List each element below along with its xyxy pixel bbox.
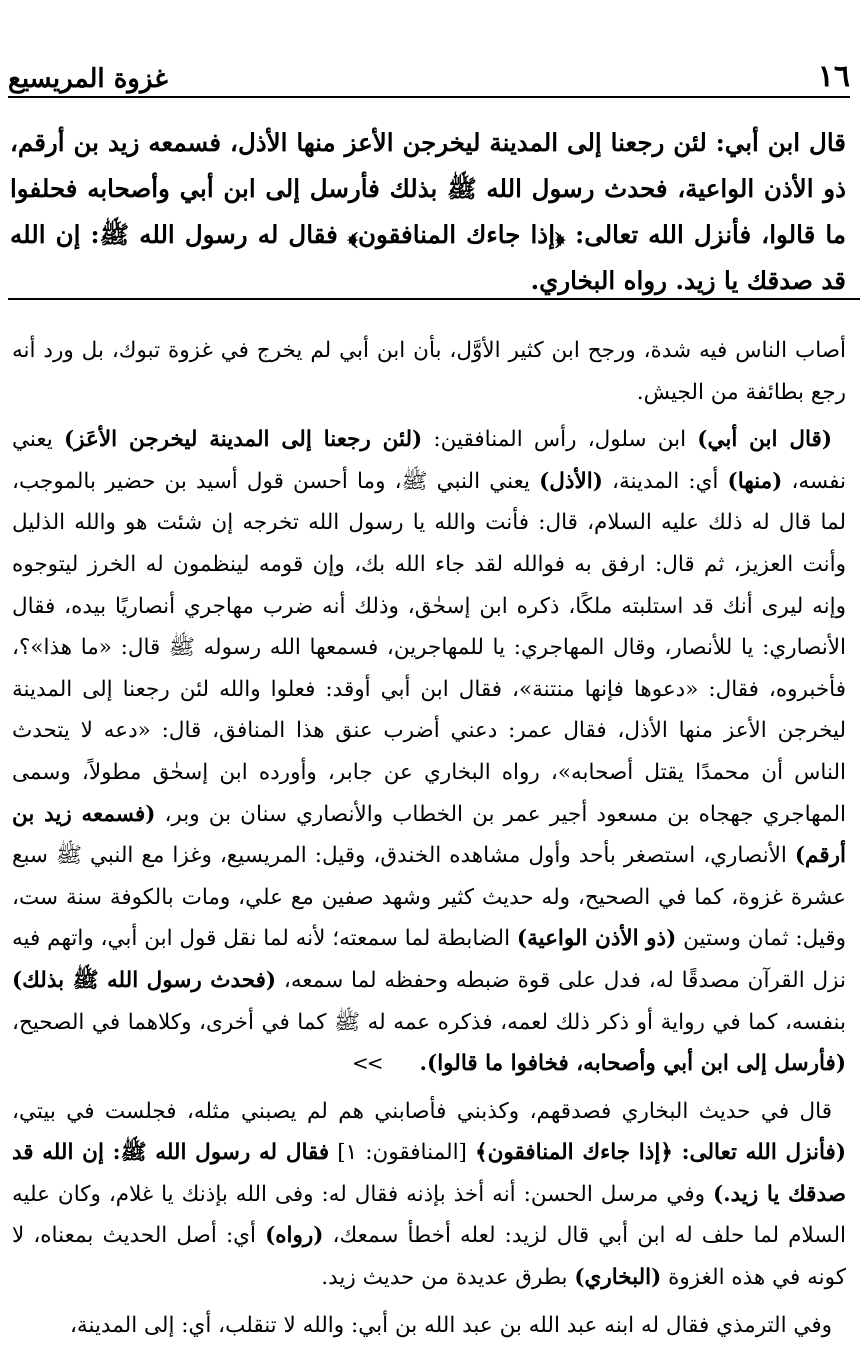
quoted-phrase: (فأنزل الله تعالى: ﴿إذا جاءك المنافقون﴾ [475, 1140, 847, 1166]
commentary-paragraph-2 [12, 419, 846, 1085]
quoted-phrase: (قال ابن أبي) [697, 427, 832, 453]
commentary-text: الأنصاري، استصغر بأحد وأول مشاهده الخندق، وقيل: المريسيع، وغزا مع النبي ﷺ سبع عشرة غزوة، كما في الصحيح، وله حديث كثير وشهد صفين مع علي، ومات بالكوفة سنة ست، وقيل: ثمان وستين [12, 843, 846, 952]
commentary [12, 330, 846, 1352]
handwritten-arrow-mark: >> [352, 1051, 382, 1076]
quoted-phrase: (البخاري) [574, 1265, 662, 1291]
verse-reference: [المنافقون: ١] [329, 1140, 476, 1166]
page-number: ١٦ [817, 59, 850, 94]
commentary-text: وفي مرسل الحسن: أنه أخذ بإذنه فقال له: وفى الله بإذنك يا غلام، وكان عليه السلام لما حلف له ابن أبي قال لزيد: لعله أخطأ سمعك، [12, 1181, 846, 1249]
commentary-paragraph-3 [12, 1091, 846, 1299]
quoted-phrase: (ذو الأذن الواعية) [516, 926, 677, 952]
commentary-text: يعني النبي ﷺ، وما أحسن قول أسيد بن حضير بالموجب، لما قال له ذلك عليه السلام، قال: فأنت والله يا رسول الله تخرجه إن شئت هو والله الذليل وأنت العزيز، ثم قال: ارفق به فوالله لقد جاء الله بك، وإن قومه لينظمون له الخرز ليتوجوه وإنه ليرى أنك قد استلبته ملكًا، ذكره ابن إسحٰق، وذلك أنه ضرب مهاجري أنصاريًا بيده، فقال الأنصاري: يا للأنصار، وقال المهاجري: يا للمهاجرين، فسمعها الله رسوله ﷺ قال: «ما هذا»؟، فأخبروه، فقال: «دعوها فإنها منتنة»، فقال ابن أبي أوقد: فعلوا والله لئن رجعنا إلى المدينة ليخرجن الأعز منها الأذل، فقال عمر: دعني أضرب عنق هذا المنافق، قال: «دعه لا يتحدث الناس أن محمدًا يقتل أصحابه»، رواه البخاري عن جابر، وأورده ابن إسحٰق مطولاً، وسمى المهاجري جهجاه بن مسعود أجير عمر بن الخطاب والأنصاري سنان بن وبر، [12, 468, 847, 827]
hadith-text: قال ابن أبي: لئن رجعنا إلى المدينة ليخرجن الأعز منها الأذل، فسمعه زيد بن أرقم، ذو الأذن الواعية، فحدث رسول الله ﷺ بذلك فأرسل إلى ابن أبي وأصحابه فحلفوا ما قالوا، فأنزل الله تعالى: ﴿إذا جاءك المنافقون﴾ فقال له رسول الله ﷺ: إن الله قد صدقك يا زيد. رواه البخاري. [10, 128, 846, 295]
commentary-text: بطرق عديدة من حديث زيد. [321, 1265, 575, 1291]
section-divider [8, 298, 860, 300]
commentary-paragraph-1: أصاب الناس فيه شدة، ورجح ابن كثير الأوَّل، بأن ابن أبي لم يخرج في غزوة تبوك، بل ورد أنه رجع بطائفة من الجيش. [12, 338, 846, 405]
commentary-text: الضابطة لما سمعته؛ لأنه لما نقل قول ابن أبي، واتهم فيه نزل القرآن مصدقًا له، فدل على قوة ضبطه وحفظه لما سمعه، [12, 926, 846, 993]
commentary-text: يعني نفسه، [12, 427, 846, 494]
page-header [8, 52, 850, 98]
quoted-phrase: (فأرسل إلى ابن أبي وأصحابه، فخافوا ما قالوا). [419, 1051, 846, 1077]
commentary-text: قال في حديث البخاري فصدقهم، وكذبني فأصابني هم لم يصبني مثله، فجلست في بيتي، [12, 1098, 832, 1124]
quoted-phrase: (منها) [727, 468, 783, 494]
running-title: غزوة المريسيع [8, 64, 168, 94]
commentary-paragraph-4: وفي الترمذي فقال له ابنه عبد الله بن عبد الله بن أبي: والله لا تنقلب، أي: إلى المدينة، [69, 1312, 832, 1338]
quoted-phrase: فقال له رسول الله ﷺ: إن الله قد صدقك يا زيد.) [12, 1140, 846, 1207]
commentary-text: بنفسه، كما في رواية أو ذكر ذلك لعمه، فذكره عمه له ﷺ كما في أخرى، وكلاهما في الصحيح، [12, 1009, 846, 1035]
quoted-phrase: (فسمعه زيد بن أرقم) [12, 801, 846, 869]
commentary-text: أي: المدينة، [602, 468, 728, 494]
quoted-phrase: (رواه) [265, 1223, 324, 1249]
quoted-phrase: (فحدث رسول الله ﷺ بذلك) [12, 967, 277, 993]
commentary-text: ابن سلول، رأس المنافقين: [422, 427, 698, 453]
quoted-phrase: (الأذل) [539, 468, 603, 494]
quoted-phrase: (لئن رجعنا إلى المدينة ليخرجن الأعَز) [63, 427, 423, 453]
commentary-text: أي: أصل الحديث بمعناه، لا كونه في هذه الغزوة [12, 1223, 846, 1291]
